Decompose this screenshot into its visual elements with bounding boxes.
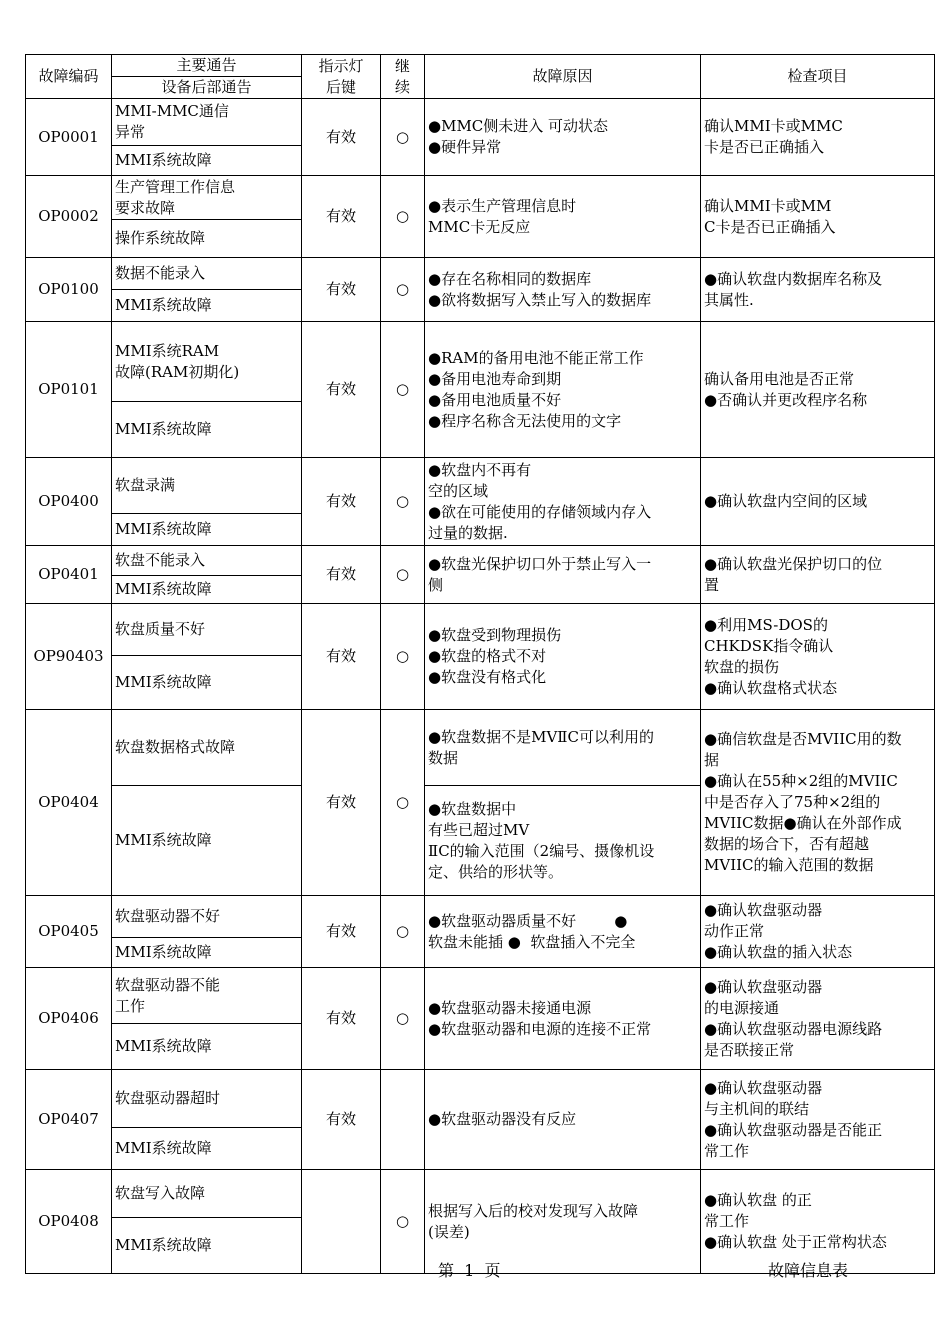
text-line: ●备用电池寿命到期 <box>428 369 562 388</box>
text-line: 故障(RAM初期化) <box>115 362 240 381</box>
fault-code: OP0400 <box>26 458 112 546</box>
text-line: MVIIC的输入范围的数据 <box>704 856 874 874</box>
text-line: 卡是否已正确插入 <box>704 138 825 156</box>
continue-mark: ○ <box>381 968 425 1070</box>
check-item <box>701 604 935 710</box>
text-line: ⅡC的输入范围（2编号、摄像机设 <box>428 841 655 860</box>
text-line: 软盘不能录入 <box>115 551 206 569</box>
fault-cause <box>425 546 701 604</box>
main-notice <box>112 322 302 402</box>
main-notice <box>112 546 302 576</box>
rear-notice <box>112 786 302 896</box>
text-line: MMI系统故障 <box>115 296 212 314</box>
text-line: ●利用MS-DOS的 <box>704 615 828 634</box>
main-notice <box>112 1170 302 1218</box>
indicator-status: 有效 <box>302 968 381 1070</box>
check-item <box>701 710 935 896</box>
table-row <box>26 176 935 220</box>
text-line: 常工作 <box>704 1141 750 1160</box>
text-line: ●软盘数据中 <box>428 799 517 818</box>
text-line: 的电源接通 <box>704 998 780 1017</box>
check-item <box>701 1070 935 1170</box>
continue-mark: ○ <box>381 458 425 546</box>
text-line: ●确认软盘 的正 <box>704 1191 812 1209</box>
fault-code: OP0404 <box>26 710 112 896</box>
text-line: ●确认软盘驱动器 <box>704 977 823 996</box>
text-line: ●软盘没有格式化 <box>428 668 547 686</box>
check-item <box>701 258 935 322</box>
rear-notice <box>112 576 302 604</box>
table-row <box>26 258 935 290</box>
check-item <box>701 176 935 258</box>
text-line: ●软盘受到物理损伤 <box>428 626 562 644</box>
main-notice <box>112 604 302 656</box>
text-line: 动作正常 <box>704 922 765 940</box>
text-line: 数据 <box>428 748 459 767</box>
indicator-status: 有效 <box>302 546 381 604</box>
rear-notice <box>112 656 302 710</box>
check-item <box>701 968 935 1070</box>
text-line: ●欲在可能使用的存储领域内存入 <box>428 502 652 521</box>
header-code: 故障编码 <box>26 55 112 99</box>
indicator-status: 有效 <box>302 710 381 896</box>
table-row <box>26 968 935 1024</box>
text-line: ●RAM的备用电池不能正常工作 <box>428 348 644 367</box>
fault-code: OP0001 <box>26 99 112 176</box>
text-line: ●确认软盘驱动器 <box>704 901 823 919</box>
text-line: ●软盘驱动器质量不好 ● <box>428 911 628 930</box>
text-line: 空的区域 <box>428 481 489 500</box>
text-line: 根据写入后的校对发现写入故障 <box>428 1201 639 1220</box>
text-line: 中是否存入了75种×2组的 <box>704 793 881 811</box>
header-indicator: 指示灯 后键 <box>302 55 381 99</box>
text-line: 侧 <box>428 575 444 594</box>
continue-mark: ○ <box>381 546 425 604</box>
text-line: 生产管理工作信息 <box>115 177 236 196</box>
text-line: MMI-MMC通信 <box>115 102 229 120</box>
text-line: MMI系统故障 <box>115 831 212 849</box>
check-item <box>701 99 935 176</box>
continue-mark: ○ <box>381 896 425 968</box>
indicator-status: 有效 <box>302 99 381 176</box>
text-line: ●软盘光保护切口外于禁止写入一 <box>428 554 652 573</box>
text-line: 确认MMI卡或MM <box>704 196 832 215</box>
text-line: ●软盘驱动器未接通电源 <box>428 998 592 1017</box>
fault-code: OP90403 <box>26 604 112 710</box>
indicator-status: 有效 <box>302 896 381 968</box>
text-line: 工作 <box>115 996 146 1015</box>
text-line: 置 <box>704 575 720 594</box>
text-line: MMI系统故障 <box>115 151 212 169</box>
fault-info-table <box>25 54 935 1274</box>
fault-code: OP0408 <box>26 1170 112 1274</box>
table-row <box>26 710 935 786</box>
text-line: 定、供给的形状等。 <box>428 862 564 881</box>
rear-notice <box>112 290 302 322</box>
text-line: 要求故障 <box>115 198 176 217</box>
indicator-status: 有效 <box>302 322 381 458</box>
fault-cause-detail <box>425 786 701 896</box>
text-line: 过量的数据. <box>428 523 508 542</box>
text-line: ●软盘数据不是MVⅡC可以利用的 <box>428 727 654 746</box>
text-line: ●软盘的格式不对 <box>428 647 547 665</box>
indicator-status: 有效 <box>302 258 381 322</box>
indicator-status: 有效 <box>302 604 381 710</box>
fault-cause <box>425 99 701 176</box>
text-line: 是否联接正常 <box>704 1040 795 1059</box>
text-line: 软盘录满 <box>115 476 176 494</box>
text-line: ●硬件异常 <box>428 138 502 156</box>
text-line: MMI系统故障 <box>115 1037 212 1055</box>
fault-cause <box>425 1070 701 1170</box>
text-line: 软盘数据格式故障 <box>115 738 236 756</box>
text-line: 确认备用电池是否正常 <box>704 369 855 388</box>
rear-notice <box>112 938 302 968</box>
text-line: ●MMC侧未进入 可动状态 <box>428 117 609 135</box>
check-item <box>701 546 935 604</box>
text-line: ●确认软盘内空间的区域 <box>704 492 868 510</box>
fault-cause <box>425 604 701 710</box>
text-line: ●软盘驱动器和电源的连接不正常 <box>428 1019 652 1038</box>
sheet-title: 故障信息表 <box>768 1261 849 1280</box>
fault-code: OP0407 <box>26 1070 112 1170</box>
continue-mark: ○ <box>381 1170 425 1274</box>
text-line: ●确信软盘是否MVIIC用的数 <box>704 730 902 748</box>
text-line: ●确认软盘驱动器 <box>704 1078 823 1097</box>
text-line: MMI系统故障 <box>115 420 212 438</box>
header-cause: 故障原因 <box>425 55 701 99</box>
text-line: (误差) <box>428 1222 470 1241</box>
text-line: MMI系统故障 <box>115 943 212 961</box>
text-line: ●程序名称含无法使用的文字 <box>428 411 622 430</box>
text-line: 据 <box>704 751 720 769</box>
text-line: ●确认软盘驱动器是否能正 <box>704 1120 883 1139</box>
rear-notice <box>112 1024 302 1070</box>
fault-cause <box>425 258 701 322</box>
continue-mark: ○ <box>381 176 425 258</box>
rear-notice <box>112 402 302 458</box>
table-row <box>26 1170 935 1218</box>
main-notice <box>112 710 302 786</box>
main-notice <box>112 1070 302 1128</box>
fault-cause <box>425 968 701 1070</box>
header-continue: 继 续 <box>381 55 425 99</box>
continue-mark: ○ <box>381 604 425 710</box>
text-line: MMI系统故障 <box>115 673 212 691</box>
fault-cause <box>425 176 701 258</box>
text-line: 软盘未能插 ● 软盘插入不完全 <box>428 932 636 951</box>
text-line: MMI系统故障 <box>115 520 212 538</box>
text-line: 其属性. <box>704 290 754 309</box>
continue-mark <box>381 1070 425 1170</box>
text-line: 与主机间的联结 <box>704 1099 810 1118</box>
text-line: 异常 <box>115 123 146 141</box>
text-line: MMC卡无反应 <box>428 217 531 236</box>
fault-code: OP0405 <box>26 896 112 968</box>
text-line: ●确认软盘 处于正常构状态 <box>704 1233 887 1251</box>
header-check: 检查项目 <box>701 55 935 99</box>
indicator-status <box>302 1170 381 1274</box>
text-line: MMI系统故障 <box>115 1236 212 1254</box>
rear-notice <box>112 1218 302 1274</box>
table-row <box>26 458 935 514</box>
fault-code: OP0100 <box>26 258 112 322</box>
table-row <box>26 99 935 146</box>
text-line: 软盘质量不好 <box>115 620 206 638</box>
text-line: 软盘写入故障 <box>115 1184 206 1202</box>
fault-code: OP0002 <box>26 176 112 258</box>
table-row <box>26 546 935 576</box>
fault-code: OP0406 <box>26 968 112 1070</box>
text-line: MMI系统RAM <box>115 341 220 360</box>
text-line: ●确认软盘内数据库名称及 <box>704 269 883 288</box>
main-notice <box>112 458 302 514</box>
fault-code: OP0401 <box>26 546 112 604</box>
main-notice <box>112 99 302 146</box>
rear-notice <box>112 146 302 176</box>
main-notice <box>112 176 302 220</box>
rear-notice <box>112 220 302 258</box>
indicator-status: 有效 <box>302 458 381 546</box>
text-line: ●确认在55种×2组的MVIIC <box>704 772 898 790</box>
main-notice <box>112 896 302 938</box>
text-line: 软盘驱动器不能 <box>115 975 221 994</box>
continue-mark: ○ <box>381 99 425 176</box>
text-line: 数据的场合下，否有超越 <box>704 835 870 853</box>
text-line: 软盘驱动器超时 <box>115 1089 221 1107</box>
text-line: ●否确认并更改程序名称 <box>704 390 868 409</box>
text-line: 数据不能录入 <box>115 264 206 282</box>
table-row <box>26 322 935 402</box>
indicator-status: 有效 <box>302 1070 381 1170</box>
text-line: 软盘驱动器不好 <box>115 907 221 925</box>
text-line: ●欲将数据写入禁止写入的数据库 <box>428 290 652 309</box>
indicator-status: 有效 <box>302 176 381 258</box>
page-number: 第 1 页 <box>438 1261 501 1280</box>
header-rear-notice: 设备后部通告 <box>112 77 302 99</box>
text-line: ●软盘驱动器没有反应 <box>428 1110 577 1128</box>
text-line: 软盘的损伤 <box>704 657 780 676</box>
check-item <box>701 458 935 546</box>
main-notice <box>112 968 302 1024</box>
text-line: ●存在名称相同的数据库 <box>428 269 592 288</box>
text-line: 常工作 <box>704 1212 750 1230</box>
text-line: ●软盘内不再有 <box>428 460 532 479</box>
rear-notice <box>112 1128 302 1170</box>
fault-cause <box>425 896 701 968</box>
rear-notice <box>112 514 302 546</box>
text-line: MMI系统故障 <box>115 1139 212 1157</box>
text-line: 操作系统故障 <box>115 229 206 247</box>
text-line: ●确认软盘的插入状态 <box>704 943 853 961</box>
table-row <box>26 896 935 938</box>
continue-mark: ○ <box>381 710 425 896</box>
text-line: ●确认软盘驱动器电源线路 <box>704 1019 883 1038</box>
continue-mark: ○ <box>381 322 425 458</box>
header-main-notice: 主要通告 <box>112 55 302 77</box>
text-line: CHKDSK指令确认 <box>704 636 834 655</box>
continue-mark: ○ <box>381 258 425 322</box>
text-line: MVIIC数据●确认在外部作成 <box>704 814 902 832</box>
table-row <box>26 604 935 656</box>
text-line: ●确认软盘光保护切口的位 <box>704 554 883 573</box>
text-line: 确认MMI卡或MMC <box>704 117 843 135</box>
text-line: ●备用电池质量不好 <box>428 390 562 409</box>
fault-cause <box>425 710 701 786</box>
check-item <box>701 896 935 968</box>
fault-cause <box>425 322 701 458</box>
table-row <box>26 1070 935 1128</box>
fault-cause <box>425 458 701 546</box>
check-item <box>701 322 935 458</box>
text-line: ●确认软盘格式状态 <box>704 678 838 697</box>
text-line: C卡是否已正确插入 <box>704 217 836 236</box>
text-line: MMI系统故障 <box>115 580 212 598</box>
main-notice <box>112 258 302 290</box>
fault-code: OP0101 <box>26 322 112 458</box>
text-line: ●表示生产管理信息时 <box>428 196 577 215</box>
text-line: 有些已超过MV <box>428 820 530 839</box>
